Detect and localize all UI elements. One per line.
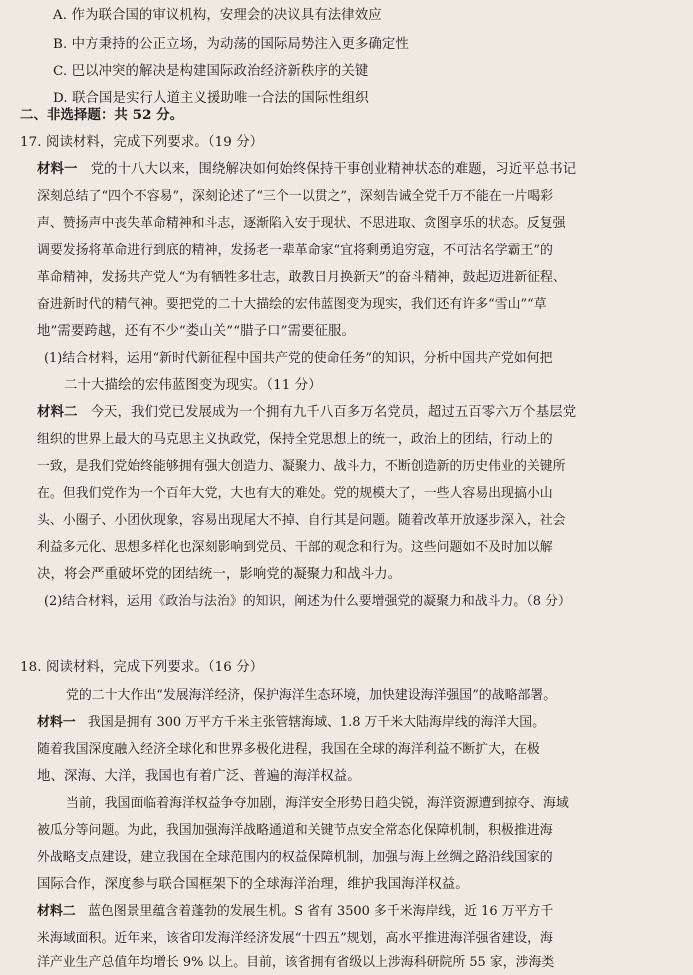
q17-material1-line: 奋进新时代的精气神。要把党的二十大描绘的宏伟蓝图变为现实，我们还有许多“雪山”“草	[37, 297, 547, 312]
q18-paragraph-line: 被瓜分等问题。为此，我国加强海洋战略通道和关键节点安全常态化保障机制，积极推进海	[37, 823, 553, 838]
q17-material1-line: 革命精神，发扬共产党人“为有牺牲多壮志，敢教日月换新天”的奋斗精神，鼓起迈进新征程、	[37, 270, 566, 285]
q17-material2-line: 在。但我们党作为一个百年大党，大也有大的难处。党的规模大了，一些人容易出现搞小山	[37, 486, 553, 501]
q18-material2-label: 材料二	[37, 904, 76, 919]
q17-material1-line: 深刻总结了“四个不容易”，深刻论述了“三个一以贯之”，深刻告诫全党千万不能在一片喝彩	[37, 189, 554, 204]
q17-material2-line: 决，将会严重破坏党的团结统一，影响党的凝聚力和战斗力。	[37, 567, 402, 582]
q17-material2-line: 组织的世界上最大的马克思主义执政党，保持全党思想上的统一，政治上的团结，行动上的	[37, 432, 553, 447]
q18-title: 18. 阅读材料，完成下列要求。（16 分）	[20, 660, 264, 675]
q17-material1-line: 调要发扬将革命进行到底的精神，发扬老一辈革命家“宜将剩勇追穷寇，不可沽名学霸王”的	[37, 243, 553, 258]
option-d: D. 联合国是实行人道主义援助唯一合法的国际性组织	[53, 91, 369, 106]
q17-material2-line: 今天，我们党已发展成为一个拥有九千八百多万名党员，超过五百零六万个基层党	[90, 405, 577, 420]
q17-material1-line: 地”需要跨越，还有不少“娄山关”“腊子口”需要征服。	[37, 324, 356, 339]
q18-material2-line: 蓝色图景里蕴含着蓬勃的发展生机。S 省有 3500 多千米海岸线，近 16 万平方千	[87, 904, 554, 919]
q17-material2-line: 头、小圈子、小团伙现象，容易出现尾大不掉、自行其是问题。随着改革开放逐步深入，社会	[37, 513, 566, 528]
q17-material1-line: 声、赞扬声中丧失革命精神和斗志，逐渐陷入安于现状、不思进取、贪图享乐的状态。反复强	[37, 216, 566, 231]
q18-intro: 党的二十大作出“发展海洋经济，保护海洋生态环境，加快建设海洋强国”的战略部署。	[66, 688, 557, 703]
q18-material1-line: 地、深海、大洋，我国也有着广泛、普遍的海洋权益。	[37, 769, 361, 784]
q17-sub1: (1)结合材料，运用“新时代新征程中国共产党的使命任务”的知识，分析中国共产党如何把	[44, 351, 553, 366]
q17-material2-label: 材料二	[37, 404, 78, 420]
option-a: A. 作为联合国的审议机构，安理会的决议具有法律效应	[53, 8, 382, 23]
q18-material1-line: 随着我国深度融入经济全球化和世界多极化进程，我国在全球的海洋利益不断扩大，在极	[37, 742, 540, 757]
q18-paragraph-line: 当前，我国面临着海洋权益争夺加剧，海洋安全形势日趋尖锐，海洋资源遭到掠夺、海域	[66, 796, 569, 811]
q18-material1-label: 材料一	[37, 715, 76, 730]
q18-paragraph-line: 国际合作，深度参与联合国框架下的全球海洋治理，维护我国海洋权益。	[37, 877, 469, 892]
option-b: B. 中方秉持的公正立场，为动荡的国际局势注入更多确定性	[53, 37, 409, 52]
q18-material2-line: 米海域面积。近年来，该省印发海洋经济发展“十四五”规划，高水平推进海洋强省建设，海	[37, 931, 553, 946]
q17-material2-line: 利益多元化、思想多样化也深刻影响到党员、干部的观念和行为。这些问题如不及时加以解	[37, 540, 553, 555]
q17-sub2: (2)结合材料，运用《政治与法治》的知识，阐述为什么要增强党的凝聚力和战斗力。（8 分）	[44, 594, 571, 609]
q17-sub1: 二十大描绘的宏伟蓝图变为现实。（11 分）	[64, 378, 322, 393]
q17-material1-label: 材料一	[37, 161, 78, 177]
q18-material2-line: 洋产业生产总值年均增长 9% 以上。目前，该省拥有省级以上涉海科研院所 55 家，涉海类	[37, 955, 555, 970]
q17-material2-line: 一致，是我们党始终能够拥有强大创造力、凝聚力、战斗力，不断创造新的历史伟业的关键所	[37, 459, 566, 474]
q18-material1-line: 我国是拥有 300 万平方千米主张管辖海域、1.8 万千米大陆海岸线的海洋大国。	[87, 715, 545, 730]
option-c: C. 巴以冲突的解决是构建国际政治经济新秩序的关键	[53, 64, 369, 79]
q17-title: 17. 阅读材料，完成下列要求。（19 分）	[20, 135, 264, 150]
section-title: 二、非选择题：共 52 分。	[20, 107, 184, 123]
q17-material1-line: 党的十八大以来，围绕解决如何始终保持干事创业精神状态的难题，习近平总书记	[90, 162, 577, 177]
q18-paragraph-line: 外战略支点建设，建立我国在全球范围内的权益保障机制，加强与海上丝绸之路沿线国家的	[37, 850, 553, 865]
